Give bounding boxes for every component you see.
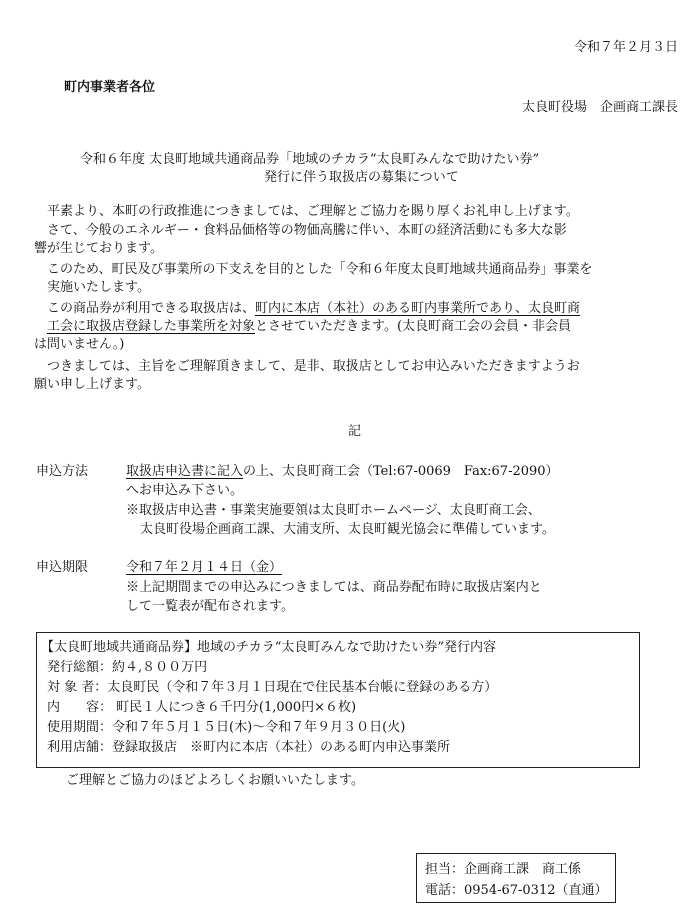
deadline-line-3: して一覧表が配布されます。 bbox=[126, 599, 294, 614]
issue-period: 使用期間：令和７年５月１５日(木)～令和７年９月３０日(火) bbox=[47, 720, 406, 735]
issue-details-box bbox=[36, 632, 640, 768]
contact-box bbox=[416, 853, 616, 903]
body-paragraph-1: 平素より、本町の行政推進につきましては、ご理解とご協力を賜り厚くお礼申し上げます。 bbox=[47, 204, 579, 219]
issue-content: 内 容： 町民１人につき６千円分(1,000円×６枚) bbox=[47, 700, 357, 715]
method-line-2: へお申込み下さい。 bbox=[126, 483, 244, 498]
title-line-1: 令和６年度 太良町地域共通商品券「地域のチカラ“太良町みんなで助けたい券” bbox=[80, 152, 540, 167]
issue-details-title: 【太良町地域共通商品券】地域のチカラ“太良町みんなで助けたい券”発行内容 bbox=[41, 640, 497, 655]
body-paragraph-5: つきましては、主旨をご理解頂きまして、是非、取扱店としてお申込みいただきますようお 願い申し上げます。 bbox=[34, 359, 580, 392]
sender: 太良町役場 企画商工課長 bbox=[521, 100, 678, 115]
deadline-label: 申込期限 bbox=[36, 560, 89, 575]
body-paragraph-3: このため、町民及び事業所の下支えを目的とした「令和６年度太良町地域共通商品券」事業を 実施いたします。 bbox=[47, 262, 593, 295]
contact-phone: 電話：0954-67-0312（直通） bbox=[425, 883, 608, 898]
body-paragraph-4: この商品券が利用できる取扱店は、町内に本店（本社）のある町内事業所であり、太良町商 工会に取扱店登録した事業所を対象とさせていただきます。(太良町商工会の会員・非会員 は問いません。) bbox=[34, 301, 581, 352]
target-condition-underline-2: 工会に取扱店登録した事業所を対象 bbox=[47, 319, 256, 334]
issue-total: 発行総額：約４,８００万円 bbox=[47, 660, 208, 675]
method-label: 申込方法 bbox=[36, 464, 89, 479]
issue-target: 対 象 者：太良町民（令和７年３月１日現在で住民基本台帳に登録のある方） bbox=[47, 680, 498, 695]
deadline-date: 令和７年２月１４日（金） bbox=[126, 560, 283, 575]
issue-stores: 利用店舗：登録取扱店 ※町内に本店（本社）のある町内申込事業所 bbox=[47, 740, 451, 755]
closing-remark: ご理解とご協力のほどよろしくお願いいたします。 bbox=[66, 773, 364, 788]
deadline-line-2: ※上記期間までの申込みにつきましては、商品券配布時に取扱店案内と bbox=[126, 580, 542, 595]
document-date: 令和７年２月３日 bbox=[573, 40, 678, 55]
target-condition-underline: 町内に本店（本社）のある町内事業所であり、太良町商 bbox=[255, 301, 581, 316]
method-line-3: ※取扱店申込書・事業実施要領は太良町ホームページ、太良町商工会、 bbox=[126, 503, 541, 518]
body-paragraph-2: さて、今般のエネルギー・食料品価格等の物価高騰に伴い、本町の経済活動にも多大な影 響が生じております。 bbox=[34, 223, 567, 256]
method-line-4: 太良町役場企画商工課、大浦支所、太良町観光協会に準備しています。 bbox=[140, 522, 555, 537]
title-line-2: 発行に伴う取扱店の募集について bbox=[264, 170, 459, 185]
ki-mark: 記 bbox=[348, 424, 362, 439]
addressee: 町内事業者各位 bbox=[64, 80, 156, 95]
method-line-1: 取扱店申込書に記入の上、太良町商工会（Tel:67-0069 Fax:67-2090） bbox=[126, 464, 559, 479]
contact-department: 担当：企画商工課 商工係 bbox=[425, 862, 582, 877]
